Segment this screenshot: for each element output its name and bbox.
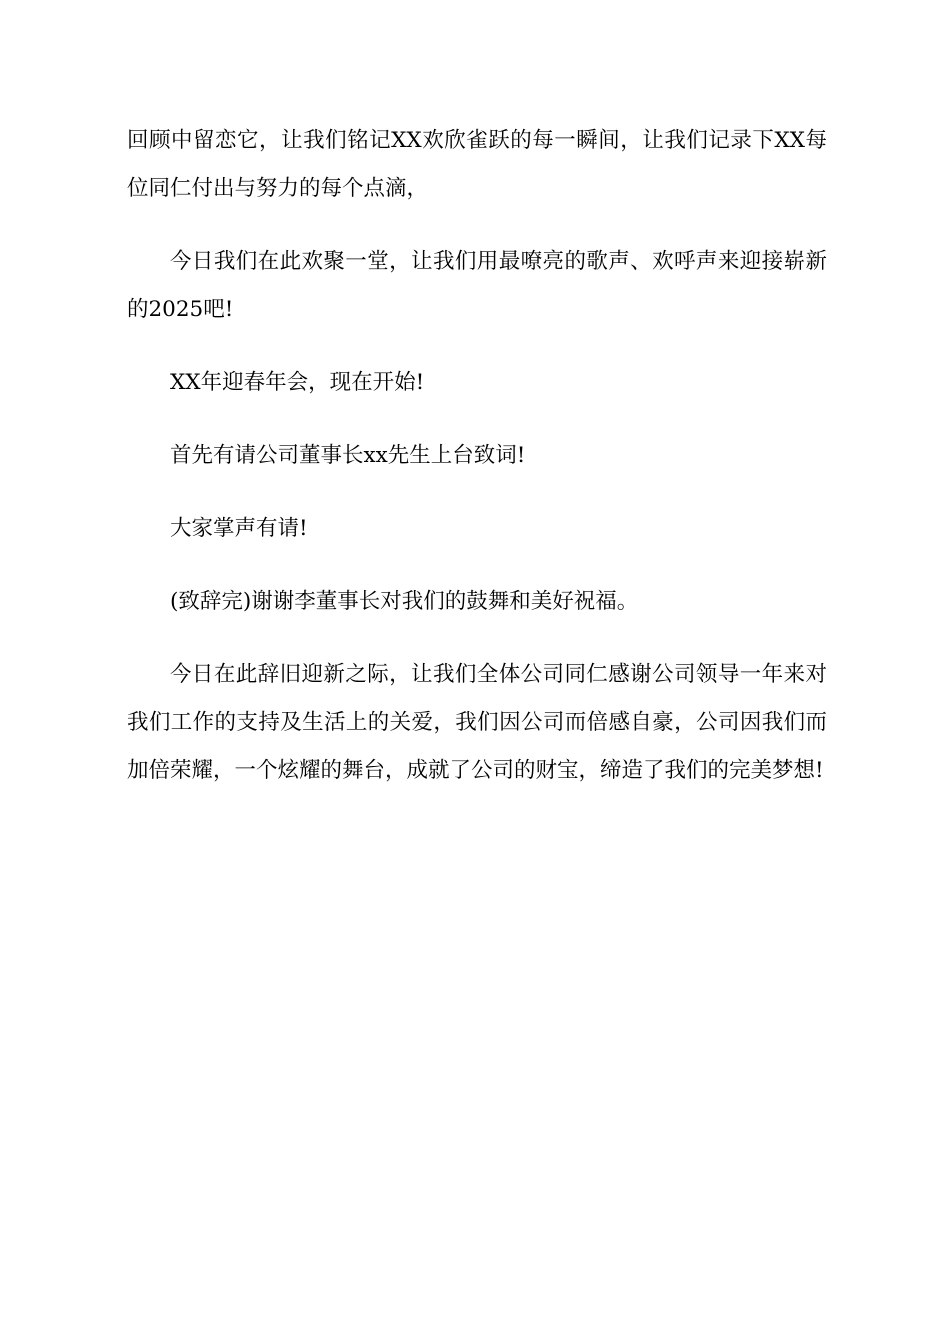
paragraph-3: XX年迎春年会，现在开始! bbox=[170, 370, 425, 395]
paragraph-4: 首先有请公司董事长xx先生上台致词! bbox=[170, 443, 526, 468]
paragraph-5: 大家掌声有请! bbox=[170, 516, 308, 541]
document-body bbox=[127, 117, 827, 820]
paragraph-1: 回顾中留恋它，让我们铭记XX欢欣雀跃的每一瞬间，让我们记录下XX每位同仁付出与努力的每个点滴， bbox=[127, 128, 827, 201]
paragraph-2: 今日我们在此欢聚一堂，让我们用最嘹亮的歌声、欢呼声来迎接崭新的2025吧! bbox=[127, 249, 827, 322]
paragraph-7: 今日在此辞旧迎新之际，让我们全体公司同仁感谢公司领导一年来对我们工作的支持及生活上的关爱，我们因公司而倍感自豪，公司因我们而加倍荣耀，一个炫耀的舞台，成就了公司的财宝，缔造了我们的完美梦想! bbox=[127, 662, 827, 783]
paragraph-6: (致辞完)谢谢李董事长对我们的鼓舞和美好祝福。 bbox=[170, 589, 639, 614]
